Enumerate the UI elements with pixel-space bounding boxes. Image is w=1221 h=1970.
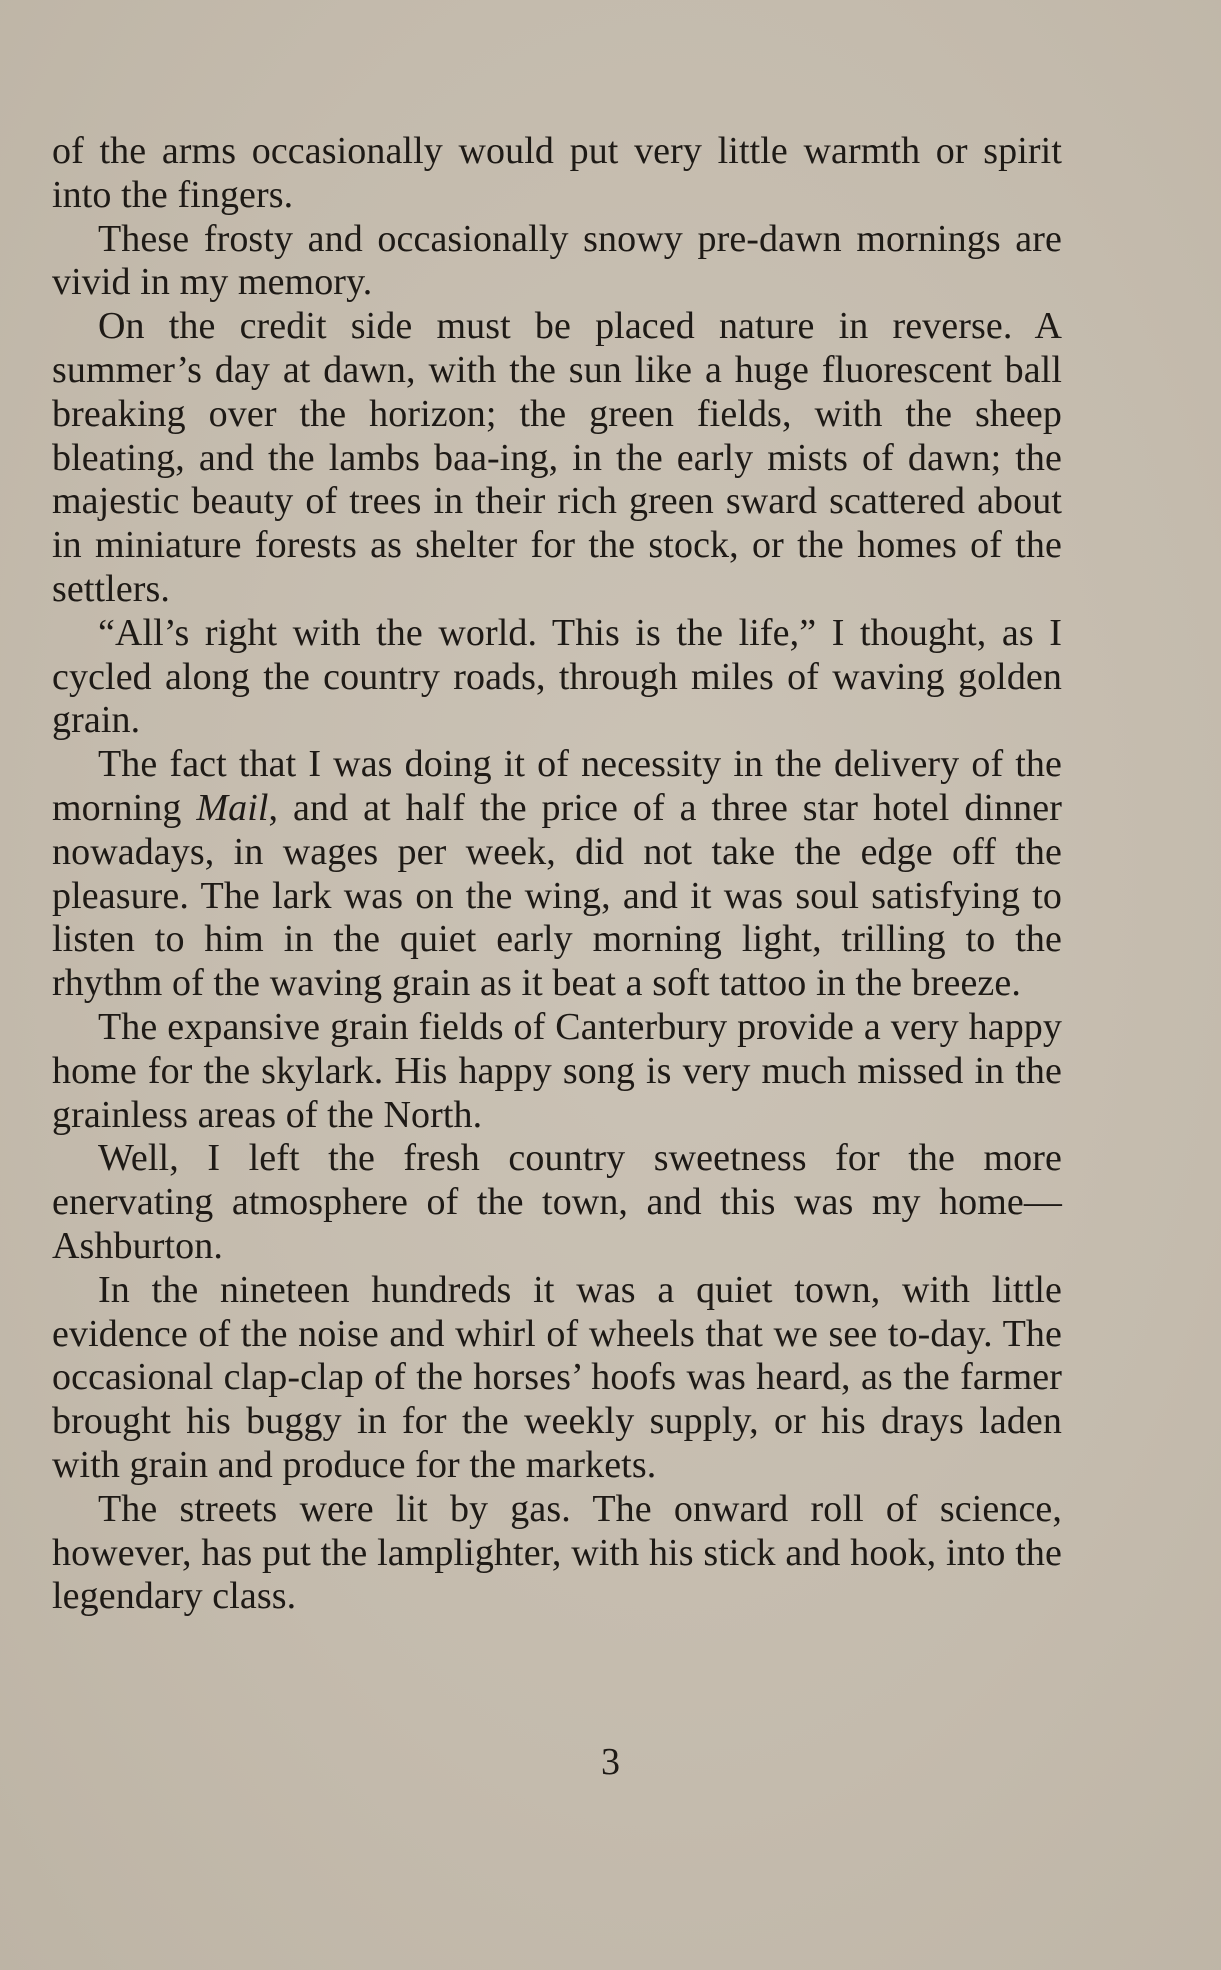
body-text bbox=[52, 130, 1062, 1619]
paragraph bbox=[52, 218, 1062, 306]
text-segment: Well, I left the fresh country sweetness for the more enervating atmosphere of the town, and this was my home—Ashburton. bbox=[52, 1137, 1062, 1267]
paragraph bbox=[52, 1006, 1062, 1137]
paragraph bbox=[52, 1488, 1062, 1619]
page-number: 3 bbox=[601, 1741, 620, 1783]
text-segment: On the credit side must be placed nature in reverse. A summer’s day at dawn, with the sun like a huge fluorescent ball breaking over the horizon; the green fields, with the sheep bleating, and the lambs baa-ing, in the early mists of dawn; the majestic beauty of trees in their rich green sward scattered about in miniature forests as shelter for the stock, or the homes of the settlers. bbox=[52, 305, 1062, 610]
text-segment: , and at half the price of a three star hotel dinner nowadays, in wages per week, did not take the edge off the pleasure. The lark was on the wing, and it was soul satisfying to listen to him in the quiet early morning light, trilling to the rhythm of the waving grain as it beat a soft tattoo in the breeze. bbox=[52, 786, 1062, 1005]
text-segment: of the arms occasionally would put very little warmth or spirit into the fingers. bbox=[52, 130, 1062, 216]
paragraph bbox=[52, 305, 1062, 612]
text-segment: “All’s right with the world. This is the life,” I thought, as I cycled along the country roads, through miles of waving golden grain. bbox=[52, 611, 1062, 742]
paragraph bbox=[52, 1137, 1062, 1268]
text-segment: The expansive grain fields of Canterbury provide a very happy home for the skylark. His happy song is very much missed in the grainless areas of the North. bbox=[52, 1005, 1062, 1136]
text-segment: In the nineteen hundreds it was a quiet town, with little evidence of the noise and whirl of wheels that we see to-day. The occasional clap-clap of the horses’ hoofs was heard, as the farmer brought his buggy in for the weekly supply, or his drays laden with grain and produce for the markets. bbox=[52, 1268, 1062, 1486]
text-segment: The fact that I was doing it of necessity in the delivery of the morning bbox=[52, 743, 1062, 829]
text-segment: The streets were lit by gas. The onward roll of science, however, has put the lamplighter, with his stick and hook, into the legendary class. bbox=[52, 1487, 1062, 1618]
paragraph bbox=[52, 612, 1062, 743]
paragraph bbox=[52, 743, 1062, 1006]
paragraph bbox=[52, 130, 1062, 218]
text-segment: These frosty and occasionally snowy pre-dawn mornings are vivid in my memory. bbox=[52, 217, 1062, 304]
italic-text: Mail bbox=[196, 786, 269, 829]
paragraph bbox=[52, 1269, 1062, 1488]
